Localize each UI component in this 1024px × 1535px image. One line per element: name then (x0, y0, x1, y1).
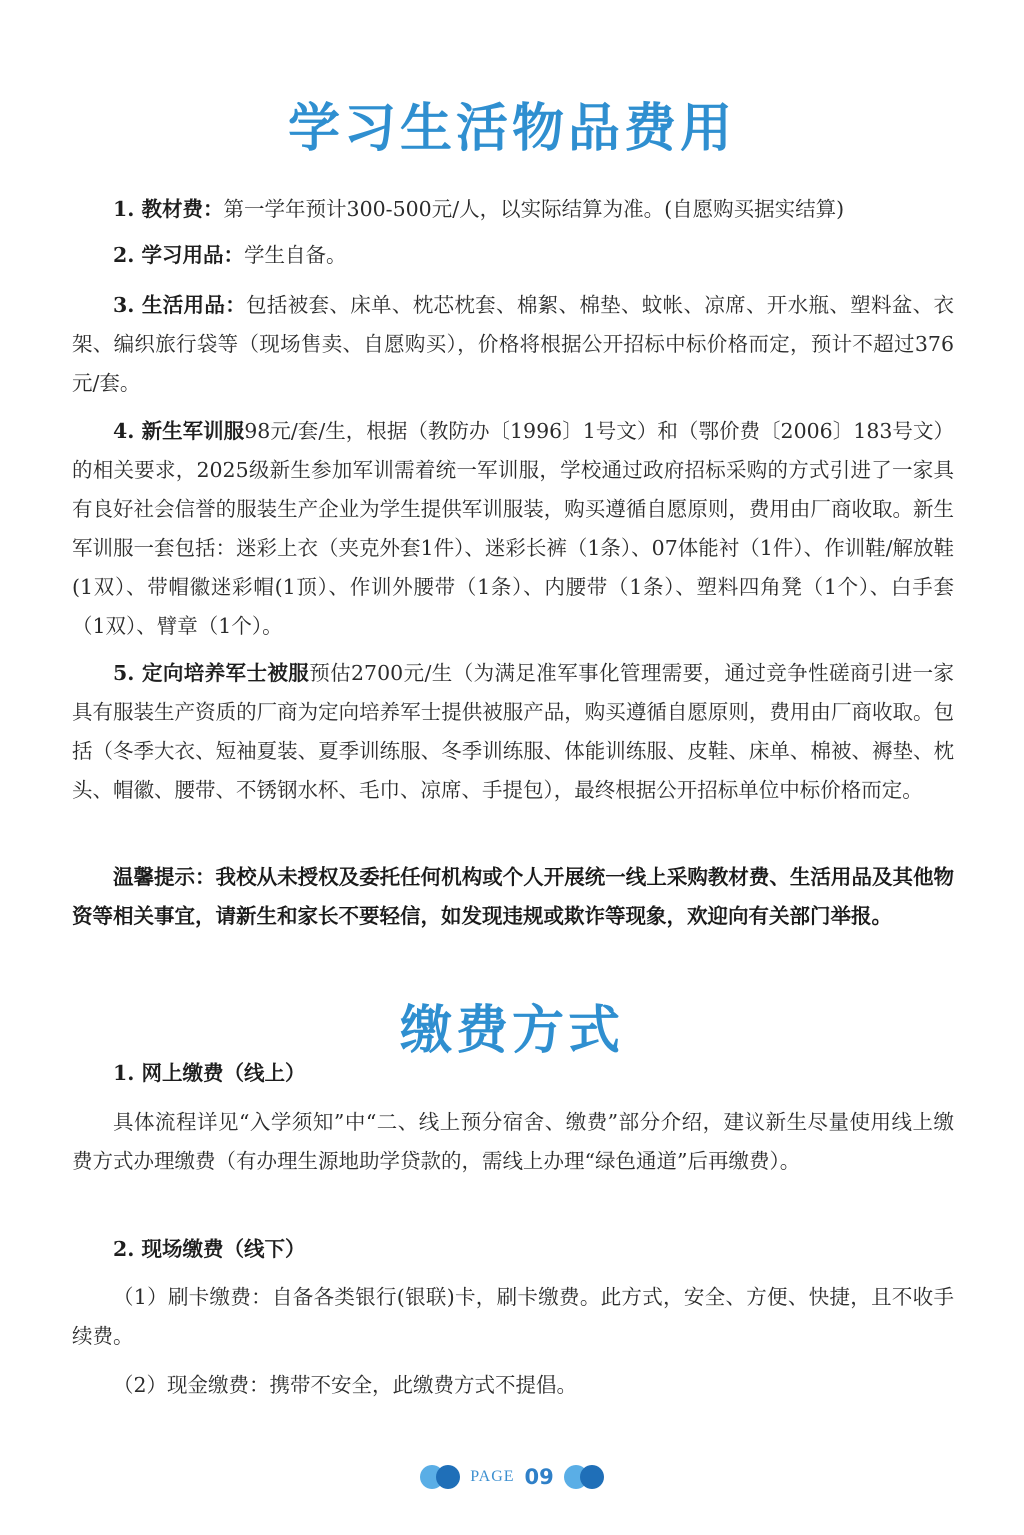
right-dots-icon (564, 1465, 604, 1489)
section-title-payment-methods: 缴费方式 (399, 1000, 624, 1061)
page-number: 09 (524, 1465, 554, 1489)
item-label: 4. 新生军训服 (113, 419, 245, 443)
item-military-uniform (72, 412, 954, 646)
section-title-living-costs: 学习生活物品费用 (287, 98, 736, 159)
item-text: 98元/套/生，根据（教防办〔1996〕1号文）和（鄂价费〔2006〕183号文）的相关要求，2025级新生参加军训需着统一军训服，学校通过政府招标采购的方式引进了一家具有良好社会信誉的服装生产企业为学生提供军训服装，购买遵循自愿原则，费用由厂商收取。新生军训服一套包括：迷彩上衣（夹克外套1件）、迷彩长裤（1条）、07体能衬（1件）、作训鞋/解放鞋(1双）、带帽徽迷彩帽(1顶）、作训外腰带（1条）、内腰带（1条）、塑料四角凳（1个）、白手套（1双）、臂章（1个）。 (72, 419, 954, 638)
item-cadet-clothing (72, 654, 954, 810)
page-footer (0, 1460, 1024, 1494)
item-text: 第一学年预计300-500元/人，以实际结算为准。(自愿购买据实结算) (223, 197, 845, 221)
item-label: 3. 生活用品： (113, 293, 247, 317)
item-label: 1. 教材费： (113, 197, 224, 221)
cash-payment-text: （2）现金缴费：携带不安全，此缴费方式不提倡。 (113, 1373, 578, 1397)
item-living-supplies (72, 286, 954, 403)
item-text: 预估2700元/生（为满足准军事化管理需要，通过竞争性磋商引进一家具有服装生产资质的厂商为定向培养军士提供被服产品，购买遵循自愿原则，费用由厂商收取。包括（冬季大衣、短袖夏装、夏季训练服、冬季训练服、体能训练服、皮鞋、床单、棉被、褥垫、枕头、帽徽、腰带、不锈钢水杯、毛巾、凉席、手提包），最终根据公开招标单位中标价格而定。 (72, 661, 954, 802)
item-study-supplies (72, 236, 954, 275)
warning-notice: 温馨提示：我校从未授权及委托任何机构或个人开展统一线上采购教材费、生活用品及其他物资等相关事宜，请新生和家长不要轻信，如发现违规或欺诈等现象，欢迎向有关部门举报。 (72, 865, 954, 928)
item-text: 学生自备。 (244, 243, 347, 267)
online-payment-heading: 1. 网上缴费（线上） (113, 1061, 306, 1085)
item-textbook-fee (72, 190, 954, 229)
online-payment-text: 具体流程详见“入学须知”中“二、线上预分宿舍、缴费”部分介绍，建议新生尽量使用线上缴费方式办理缴费（有办理生源地助学贷款的，需线上办理“绿色通道”后再缴费）。 (72, 1110, 954, 1173)
page-label: PAGE (470, 1468, 515, 1485)
item-label: 2. 学习用品： (113, 243, 245, 267)
item-label: 5. 定向培养军士被服 (113, 661, 310, 685)
item-text: 包括被套、床单、枕芯枕套、棉絮、棉垫、蚊帐、凉席、开水瓶、塑料盆、衣架、编织旅行袋等（现场售卖、自愿购买），价格将根据公开招标中标价格而定，预计不超过376元/套。 (72, 293, 954, 395)
card-payment-text: （1）刷卡缴费：自备各类银行(银联)卡，刷卡缴费。此方式，安全、方便、快捷，且不收手续费。 (72, 1285, 954, 1348)
onsite-payment-heading: 2. 现场缴费（线下） (113, 1237, 306, 1261)
left-dots-icon (420, 1465, 460, 1489)
